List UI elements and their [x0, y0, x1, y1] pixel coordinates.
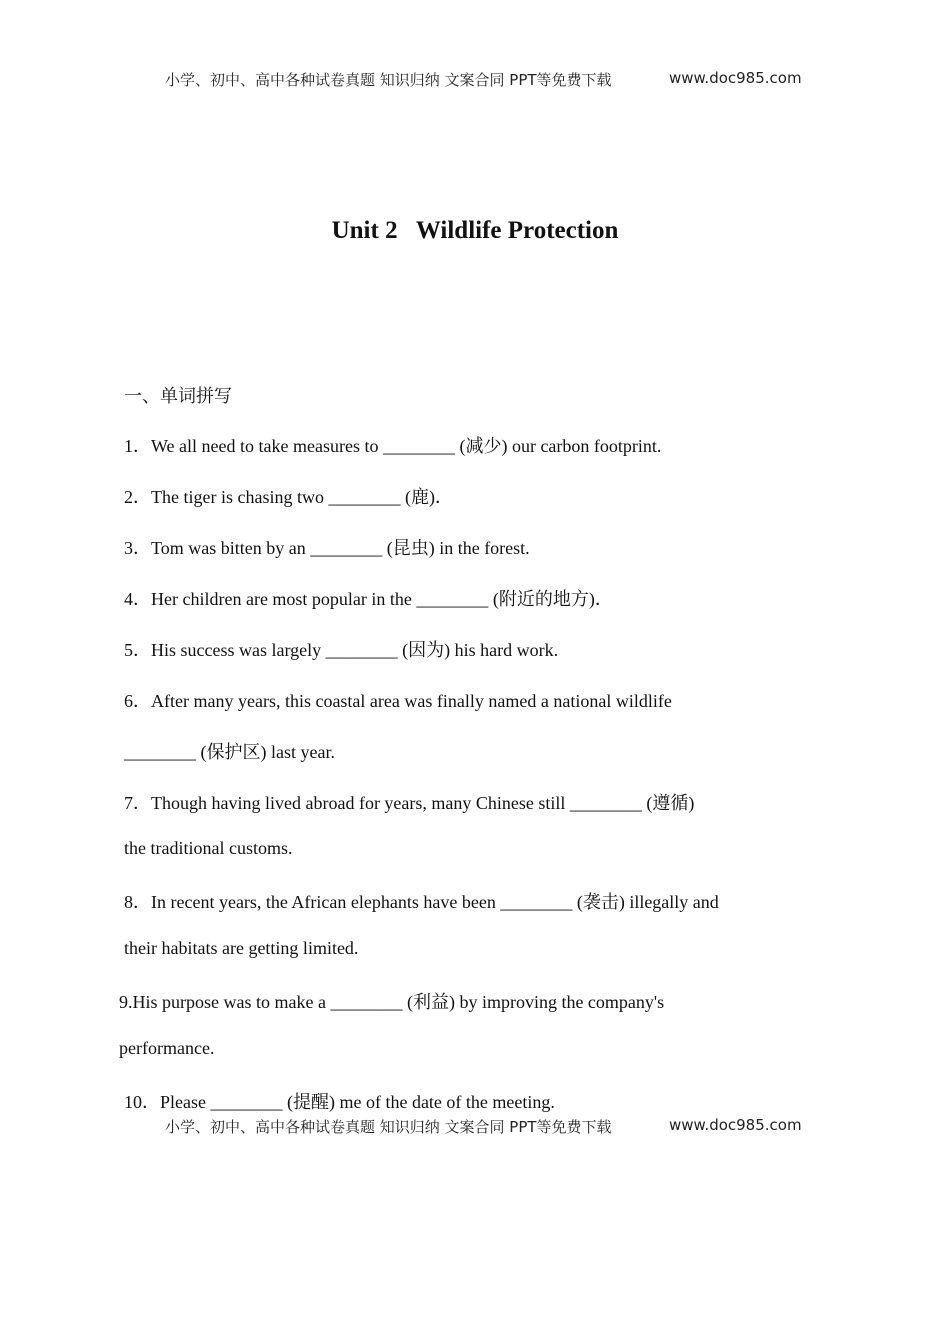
question-9-continued: performance. [119, 1038, 215, 1058]
section-heading: 一、单词拼写 [124, 386, 232, 406]
question-7: 7．Though having lived abroad for years, many Chinese still ________ (遵循) [124, 793, 695, 813]
header-text: 小学、初中、高中各种试卷真题 知识归纳 文案合同 PPT等免费下载 [165, 71, 612, 89]
question-6-continued: ________ (保护区) last year. [124, 742, 335, 762]
footer-url: www.doc985.com [669, 1116, 802, 1134]
question-4: 4．Her children are most popular in the ________ (附近的地方)． [124, 589, 613, 609]
question-1: 1．We all need to take measures to ________ (减少) our carbon footprint. [124, 436, 662, 456]
question-2: 2．The tiger is chasing two ________ (鹿)． [124, 487, 453, 507]
question-8: 8．In recent years, the African elephants have been ________ (袭击) illegally and [124, 892, 719, 912]
question-6: 6．After many years, this coastal area was finally named a national wildlife [124, 691, 672, 711]
header-url: www.doc985.com [669, 69, 802, 87]
question-8-continued: their habitats are getting limited. [124, 938, 359, 958]
question-10: 10．Please ________ (提醒) me of the date of the meeting. [124, 1092, 555, 1112]
question-3: 3．Tom was bitten by an ________ (昆虫) in the forest. [124, 538, 530, 558]
question-9: 9.His purpose was to make a ________ (利益) by improving the company's [119, 992, 665, 1012]
question-5: 5．His success was largely ________ (因为) his hard work. [124, 640, 559, 660]
question-7-continued: the traditional customs. [124, 838, 293, 858]
page-title: Unit 2 Wildlife Protection [331, 217, 619, 244]
footer-text: 小学、初中、高中各种试卷真题 知识归纳 文案合同 PPT等免费下载 [165, 1118, 612, 1136]
